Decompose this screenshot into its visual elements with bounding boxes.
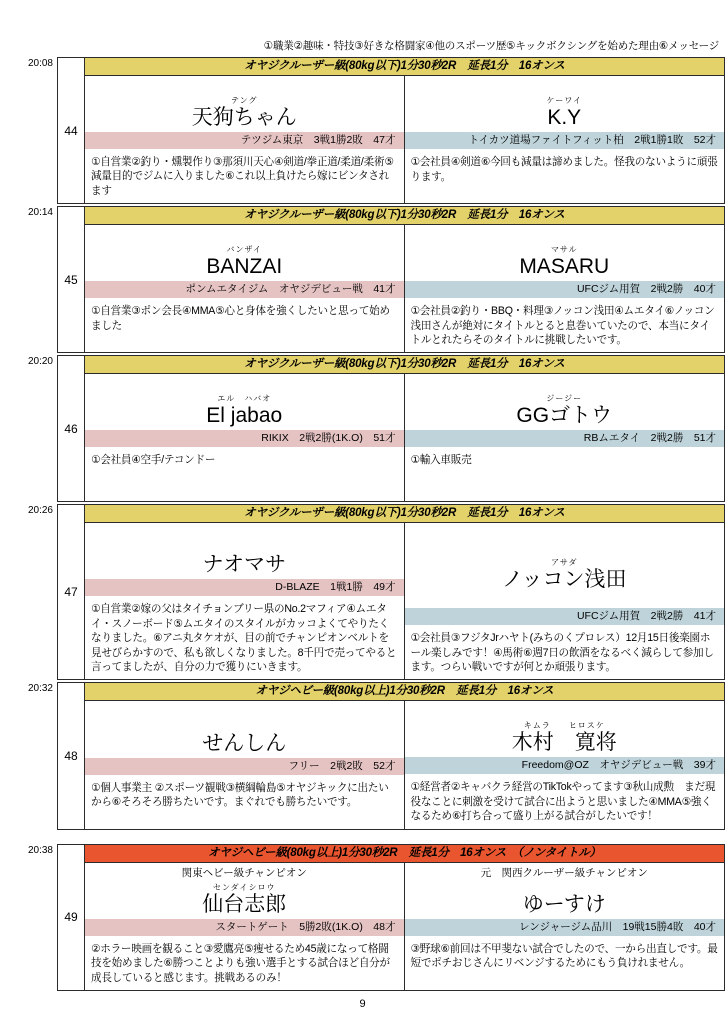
- bout-time: [0, 206, 57, 353]
- bout-row: [0, 355, 725, 502]
- corners: [85, 374, 724, 501]
- fighter-profile: ②ホラー映画を観ること③愛鷹亮⑤痩せるため45歳になって格闘技を始めました⑥勝つことよりも強い選手とする試合ほど自分が成長していると感じます。挑戦あるのみ！: [91, 942, 390, 984]
- fighter-name: 仙台志郎: [202, 892, 287, 916]
- champion-title: [85, 374, 404, 391]
- fighter-record: ポンムエタイジム オヤジデビュー戦 41才: [85, 281, 404, 298]
- weight-class-bar: オヤジヘビー級(80kg以上)1分30秒2R 延長1分 16オンス （ノンタイトル）: [85, 845, 724, 863]
- fighter-profile: ①経営者②キャバクラ経営のTikTokやってます③秋山成勲 まだ現役なことに刺激を受けて試合に出ようと思いました④MMA⑤強くなるため⑥打ち合って盛り上がる試合がしたいです！: [410, 781, 716, 823]
- fighter-record: フリー 2戦2敗 52才: [85, 758, 404, 775]
- fighter-name: BANZAI: [206, 255, 283, 279]
- weight-class-bar: オヤジクルーザー級(80kg以下)1分30秒2R 延長1分 16オンス: [85, 58, 724, 76]
- champion-title: 関東ヘビー級チャンピオン: [181, 866, 307, 879]
- fighter-name-zone: [85, 391, 404, 430]
- fighter-name-zone: [405, 718, 725, 757]
- red-corner: [85, 863, 405, 990]
- champion-title: [405, 76, 725, 93]
- bout-time-label: 20:08: [27, 58, 53, 69]
- blue-corner: [405, 76, 725, 203]
- bout-row: [0, 504, 725, 680]
- blue-corner: [405, 523, 725, 679]
- fighter-name-zone: [405, 391, 725, 430]
- bout-body: [85, 206, 725, 353]
- fighter-name-zone: [405, 93, 725, 132]
- fighter-record: UFCジム用賀 2戦2勝 40才: [405, 281, 725, 298]
- bout-time: [0, 355, 57, 502]
- red-corner: [85, 76, 405, 203]
- bout-number: 47: [57, 504, 85, 680]
- bout-time-label: 20:14: [27, 207, 53, 219]
- page-number: 9: [359, 998, 366, 1010]
- corners: [85, 701, 724, 828]
- champion-title: [405, 374, 725, 391]
- fighter-name: MASARU: [519, 255, 610, 279]
- fighter-profile: ①自営業②釣り・燻製作り③那須川天心④剣道/拳正道/柔道/柔術⑤減量目的でジムに入りました⑥これ以上負けたら嫁にビンタされます: [91, 156, 394, 197]
- fighter-furigana: キムラ ヒロスケ: [523, 721, 605, 731]
- fighter-name: GGゴトウ: [516, 404, 613, 428]
- bout-number: 48: [57, 682, 85, 829]
- fighter-profile: ①自営業③ポン会長④MMA⑤心と身体を強くしたいと思って始めました: [91, 305, 390, 332]
- fighter-name: El jabao: [206, 404, 283, 428]
- fighter-name-zone: [405, 242, 725, 281]
- fighter-name: 木村 寛将: [511, 731, 617, 755]
- fighter-profile: ③野球⑥前回は不甲斐ない試合でしたので、一から出直しです。最短でポチおじさんにリベンジするためにもう負けれません。: [410, 942, 718, 970]
- bout-row: [0, 206, 725, 353]
- fighter-record: スタートゲート 5勝2敗(1K.O) 48才: [85, 919, 404, 936]
- champion-title: [85, 701, 404, 718]
- champion-title: 元 関西クルーザー級チャンピオン: [480, 866, 648, 879]
- fighter-name: せんしん: [202, 731, 287, 755]
- red-corner: [85, 701, 405, 828]
- fighter-record: D-BLAZE 1戦1勝 49才: [85, 579, 404, 596]
- fighter-furigana: マサル: [550, 245, 578, 255]
- fighter-record: レンジャージム品川 19戦15勝4敗 40才: [405, 919, 725, 936]
- bout-time: [0, 682, 57, 829]
- fighter-furigana: センダイシロウ: [212, 882, 276, 892]
- blue-corner: [405, 863, 725, 990]
- fighter-record: UFCジム用賀 2戦2勝 41才: [405, 608, 725, 625]
- bout-time-label: 20:32: [27, 683, 53, 695]
- fighter-name-zone: [85, 242, 404, 281]
- blue-corner: [405, 225, 725, 352]
- fighter-profile: ①会社員④空手/テコンドー: [91, 454, 216, 467]
- fighter-name: ノッコン浅田: [501, 567, 627, 591]
- corners: [85, 76, 724, 203]
- fighter-record: RBムエタイ 2戦2勝 51才: [405, 430, 725, 447]
- fighter-name: 天狗ちゃん: [191, 106, 297, 129]
- bout-body: [85, 504, 725, 680]
- fighter-furigana: ジージー: [546, 394, 583, 404]
- corners: [85, 863, 724, 990]
- champion-title: [405, 701, 725, 718]
- bout-number: 44: [57, 57, 85, 204]
- champion-title: [405, 225, 725, 242]
- bout-time-label: 20:26: [27, 505, 53, 517]
- legend-text: ①職業②趣味・特技③好きな格闘家④他のスポーツ歴⑤キックボクシングを始めた理由⑥メッセージ: [263, 40, 719, 52]
- weight-class-bar: オヤジクルーザー級(80kg以下)1分30秒2R 延長1分 16オンス: [85, 356, 724, 374]
- fighter-name-zone: [85, 93, 404, 132]
- fighter-furigana: ケーワイ: [546, 96, 583, 106]
- fighter-furigana: テング: [231, 96, 258, 105]
- fighter-record: テツジム東京 3戦1勝2敗 47才: [85, 132, 404, 149]
- bout-time: [0, 57, 57, 204]
- fighter-name: ゆーすけ: [522, 892, 606, 916]
- fighter-profile: ①輸入車販売: [410, 454, 472, 467]
- bout-number: 49: [57, 844, 85, 991]
- red-corner: [85, 225, 405, 352]
- corners: [85, 523, 724, 679]
- bout-body: [85, 355, 725, 502]
- fighter-profile: ①会社員②釣り・BBQ・料理③ノッコン浅田④ムエタイ⑥ノッコン浅田さんが絶対にタイトルとると息巻いていたので、本当にタイトルとれたらそのタイトルに挑戦したいです。: [410, 305, 715, 347]
- bout-list: [0, 57, 725, 993]
- corners: [85, 225, 724, 352]
- champion-title: [85, 225, 404, 242]
- bout-time: [0, 504, 57, 680]
- fighter-record: トイカツ道場ファイトフィット柏 2戦1勝1敗 52才: [405, 132, 725, 149]
- fighter-name: K.Y: [547, 106, 582, 130]
- fighter-profile: ①自営業②嫁の父はタイチョンブリー県のNo.2マフィア④ムエタイ・スノーボード⑤ムエタイのスタイルがカッコよくてやりたくなりました。⑥アニ丸タケオが、目の前でチャンピオンベルトを見せびらかすので、私も欲しくなりました。8千円で売ってやると言ってましたが、自分の力で獲りにいきます。: [91, 603, 397, 674]
- bout-body: [85, 844, 725, 991]
- fighter-profile: ①会社員③フジタJrハヤト(みちのくプロレス）12月15日後楽園ホール楽しみです！④馬術⑥週7日の飲酒をなるべく減らして参加します。つらい戦いですが何とか頑張ります。: [410, 632, 714, 674]
- fighter-name-zone: [405, 880, 725, 919]
- bout-row: [0, 682, 725, 829]
- fighter-name-zone: [405, 540, 725, 608]
- bout-body: [85, 682, 725, 829]
- weight-class-bar: オヤジクルーザー級(80kg以下)1分30秒2R 延長1分 16オンス: [85, 505, 724, 523]
- fighter-name-zone: [85, 880, 404, 919]
- weight-class-bar: オヤジクルーザー級(80kg以下)1分30秒2R 延長1分 16オンス: [85, 207, 724, 225]
- fighter-name-zone: [85, 718, 404, 757]
- fighter-profile: ①個人事業主 ②スポーツ観戦③横綱輪島⑤オヤジキックに出たいから⑥そろそろ勝ちたいです。まぐれでも勝ちたいです。: [91, 781, 389, 809]
- weight-class-bar: オヤジヘビー級(80kg以上)1分30秒2R 延長1分 16オンス: [85, 683, 724, 701]
- fighter-furigana: バンザイ: [226, 245, 262, 255]
- red-corner: [85, 374, 405, 501]
- fighter-furigana: アサダ: [550, 557, 578, 567]
- bout-time: [0, 844, 57, 991]
- bout-row: [0, 844, 725, 991]
- bout-time-label: 20:38: [27, 844, 53, 856]
- bout-number: 46: [57, 355, 85, 502]
- fighter-record: Freedom@OZ オヤジデビュー戦 39才: [405, 757, 725, 774]
- fighter-profile: ①会社員④剣道⑥今回も減量は諦めました。怪我のないように頑張ります。: [410, 156, 718, 183]
- fighter-name-zone: [85, 540, 404, 579]
- bout-row: [0, 57, 725, 204]
- champion-title: [405, 523, 725, 540]
- blue-corner: [405, 374, 725, 501]
- fighter-name: ナオマサ: [202, 553, 287, 577]
- bout-body: [85, 57, 725, 204]
- red-corner: [85, 523, 405, 679]
- bout-number: 45: [57, 206, 85, 353]
- fighter-furigana: エル ハバオ: [217, 394, 272, 404]
- champion-title: [85, 76, 404, 93]
- fighter-record: RIKIX 2戦2勝(1K.O) 51才: [85, 430, 404, 447]
- champion-title: [85, 523, 404, 540]
- bout-time-label: 20:20: [27, 356, 53, 368]
- blue-corner: [405, 701, 725, 828]
